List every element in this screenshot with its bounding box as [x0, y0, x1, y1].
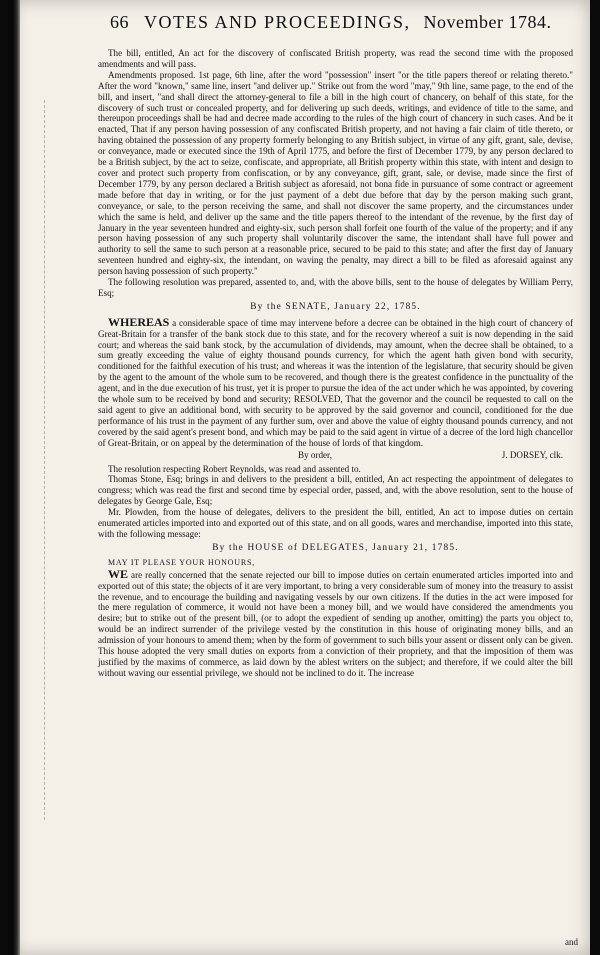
paragraph: Amendments proposed. 1st page, 6th line, after the word "possession" insert "or the title papers thereof or relating thereto." After the word "known," same line, insert "and deliver up." Strike out from the word "may," 9th line, same page, to the end of the bill, and insert, "and shall direct the attorney-general to file a bill in the high court of chancery, on behalf of this state, for the discovery of such trust or concealed property, and for delivering up such deeds, writings, and evidence of title to the same, and thereupon proceedings shall be had and decree made according to the rules of the high court of chancery in such cases. And be it enacted, That if any person having possession of any confiscated British property, and not having a fair claim of title thereto, or having obtained the possession of any property formerly belonging to any British subject, in virtue of any gift, grant, sale, devise, or conveyance, made or executed since the 19th of April 1775, and before the first of December 1779, by any person declared to be a British subject, by the act to seize, confiscate, and appropriate, all British property within this state, with intent and design to cover and protect such property from confiscation, or by any conveyance, gift, grant, sale, or devise, made since the first of December 1779, by any person declared a British subject as aforesaid, not bona fide in pursuance of some contract or agreement made before that day in writing, or for the just payment of a debt due before that day by the person making such grant, conveyance, or sale, to the person receiving the same, and shall not discover the same property, and the circumstances under which the same is held, and deliver up the same and the title papers thereof to the intendant of the revenue, by the first day of January in the year seventeen hundred and eighty-six, such person shall forfeit one fourth of the value of the property; and if any person having possession of any such property shall voluntarily discover the same, the intendant shall have full power and authority to sell the same to such person at a reasonable price, secured to be paid to this state; and after the first day of January seventeen hundred and eighty-six, the intendant, on waving the penalty, may direct a bill to be filed as aforesaid against any person having possession of such property." — [98, 69, 573, 277]
resolution-dropcap: WHEREAS — [108, 314, 170, 329]
page-header — [110, 12, 570, 42]
margin-fold-line — [44, 100, 47, 820]
page-body — [98, 48, 573, 679]
salutation: MAY IT PLEASE YOUR HONOURS, — [108, 557, 256, 567]
message-paragraph — [98, 566, 573, 679]
running-title: VOTES AND PROCEEDINGS, — [144, 12, 411, 32]
senate-heading: By the SENATE, January 22, 1785. — [250, 301, 421, 312]
catchword: and — [565, 937, 578, 947]
paragraph: The bill, entitled, An act for the discovery of confiscated British property, was read the second time with the proposed amendments and will pass. — [98, 48, 573, 69]
message-text: are really concerned that the senate rejected our bill to impose duties on certain enumerated articles imported into and exported out of this state; the objects of it are very important, to bring a very considerable sum of money into the treasury to assist the revenue, and to encourage the building and navigating vessels by our own citizens. If the duties in the act were imposed for the mere regulation of commerce, it would not have been a money bill, and we would have considered the amendments you desire; but to strike out of the present bill, (or to adopt the expedient of sending up another, omitting) the parts you object to, would be an indirect surrender of the privilege vested by the constitution in this house of originating money bills, and an admission of your honours to amend them; when by the form of government to such bills your assent or dissent only can be given. This house adopted the very small duties on exports from a conviction of their propriety, and that the imposition of them was justified by the maxims of commerce, as laid down by the ablest writers on the subject; and therefore, if we could alter the bill without waving our essential privilege, we should not be inclined to do it. The increase — [98, 569, 573, 678]
running-date: November 1784. — [423, 12, 552, 32]
signature-line — [98, 450, 573, 461]
page-number: 66 — [110, 12, 129, 32]
paragraph: The following resolution was prepared, assented to, and, with the above bills, sent to the house of delegates by William Perry, Esq; — [98, 277, 573, 298]
paragraph: The resolution respecting Robert Reynolds, was read and assented to. — [108, 463, 361, 474]
scanned-page — [12, 0, 590, 955]
message-dropcap: WE — [108, 566, 129, 581]
resolution-text: a considerable space of time may intervene before a decree can be obtained in the high court of chancery of Great-Britain for a transfer of the bank stock due to this state, and for the recovery whereof a suit is now depending in the said court; and whereas the said bank stock, by the accumulation of dividends, may amount, when the decree shall be obtained, to a sum greatly exceeding the value of eighty thousand pounds currency, for which the agent hath given bond with security, conditioned for the faithful execution of his trust; and whereas it was the intention of the legislature, that security should be given by the agent to the amount of the whole sum to be recovered, and though there is the greatest confidence in the punctuality of the agent, and in the due execution of his trust, yet it is proper to pursue the idea of the act under which he was appointed, by covering the whole sum to be received by bond and security; RESOLVED, That the governor and the council be requested to call on the said agent to give an additional bond, with security to be approved by the said governor and council, conditioned for the due performance of his trust in the payment of any further sum, over and above the value of eighty thousand pounds currency, and not covered by the said agent's present bond, and which may be paid to the said agent in virtue of a decree of the lord high chancellor of Great-Britain, or on appeal by the determination of the house of lords of that kingdom. — [98, 317, 574, 448]
by-order: By order, — [298, 449, 332, 460]
house-heading: By the HOUSE of DELEGATES, January 21, 1785. — [212, 542, 459, 553]
resolution-paragraph — [98, 314, 574, 449]
clerk-signature: J. DORSEY, clk. — [501, 449, 563, 460]
paragraph: Thomas Stone, Esq; brings in and delivers to the president a bill, entitled, An act respecting the appointment of delegates to congress; which was read the first and second time by especial order, passed, and, with the above resolution, sent to the house of delegates by George Gale, Esq; — [98, 474, 573, 507]
book-gutter — [12, 0, 20, 955]
paragraph: Mr. Plowden, from the house of delegates, delivers to the president the bill, entitled, An act to impose duties on certain enumerated articles imported into and exported out of this state, and on all goods, wares and merchandise, imported into this state, with the following message: — [98, 507, 573, 539]
